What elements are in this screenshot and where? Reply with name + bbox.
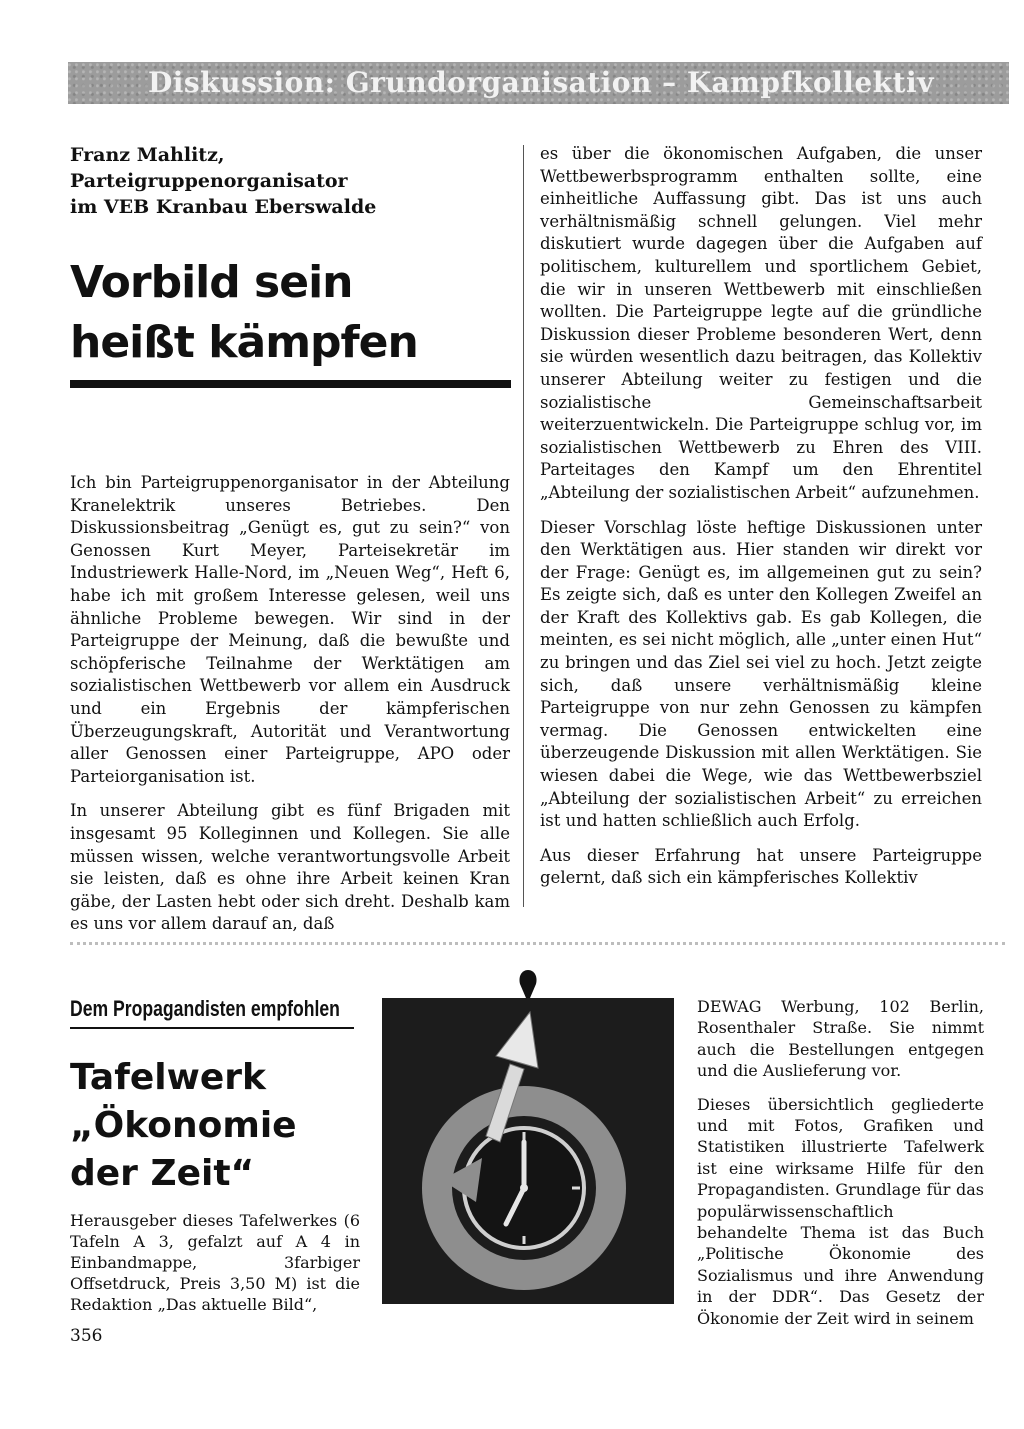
section-separator — [70, 942, 1005, 945]
paragraph: Ich bin Parteigruppenorganisator in der Abteilung Kranelektrik unseres Betriebes. Den Diskussionsbeitrag „Genügt es, gut zu sein?“ von Genossen Kurt Meyer, Parteisekretär im Industriewerk Halle-Nord, im „Neuen Weg“, Heft 6, habe ich mit großem Interesse gelesen, weil uns ähnliche Probleme bewegen. Wir sind in der Parteigruppe der Meinung, daß die bewußte und schöpferische Teilnahme der Werktätigen am sozialistischen Wettbewerb vor allem ein Ausdruck und ein Ergebnis der kämpferischen Überzeugungskraft, Autorität und Verantwortung aller Genossen einer Parteigruppe, APO oder Parteiorganisation ist. — [70, 473, 510, 786]
title-line: „Ökonomie — [70, 1105, 297, 1146]
clock-arrow-icon — [382, 968, 674, 1304]
title-line: Tafelwerk — [70, 1057, 266, 1098]
author-role: Parteigruppenorganisator — [70, 170, 348, 192]
kicker-underline — [70, 1027, 354, 1029]
top-marker — [519, 970, 536, 998]
recommendation-title — [70, 1054, 370, 1198]
headline-line: Vorbild sein — [70, 257, 353, 308]
section-banner — [68, 62, 1009, 104]
article-column-right — [540, 143, 982, 902]
article-headline — [70, 253, 515, 373]
article-column-left — [70, 472, 510, 948]
paragraph: Aus dieser Erfahrung hat unsere Parteigruppe gelernt, daß sich ein kämpferisches Kollektiv — [540, 845, 982, 888]
paragraph: DEWAG Werbung, 102 Berlin, Rosenthaler Straße. Sie nimmt auch die Bestellungen entgegen und die Auslieferung vor. — [697, 997, 984, 1081]
author-block — [70, 142, 510, 220]
author-name: Franz Mahlitz, — [70, 144, 225, 166]
paragraph: Dieser Vorschlag löste heftige Diskussionen unter den Werktätigen aus. Hier standen wir direkt vor der Frage: Genügt es, im allgemeinen gut zu sein? Es zeigte sich, daß es unter den Kollegen Zweifel an der Kraft des Kollektivs gab. Es gab Kollegen, die meinten, es sei nicht möglich, alle „unter einen Hut“ zu bringen und das Ziel sei viel zu hoch. Jetzt zeigte sich, daß unsere verhältnismäßig kleine Parteigruppe von nur zehn Genossen zu kämpfen vermag. Die Genossen entwickelten eine überzeugende Diskussion mit allen Werktätigen. Sie wiesen dabei die Wege, wie das Wettbewerbsziel „Abteilung der sozialistischen Arbeit“ zu erreichen ist und hatten schließlich auch Erfolg. — [540, 517, 982, 831]
recommendation-column-right — [697, 996, 984, 1341]
paragraph: Herausgeber dieses Tafelwerkes (6 Tafeln A 3, gefalzt auf A 4 in Einbandmappe, 3farbiger Offsetdruck, Preis 3,50 M) ist die Redaktion „Das aktuelle Bild“, — [70, 1211, 360, 1314]
recommendation-kicker: Dem Propagandisten empfohlen — [70, 996, 340, 1021]
headline-rule — [70, 380, 511, 388]
title-line: der Zeit“ — [70, 1153, 255, 1194]
paragraph: es über die ökonomischen Aufgaben, die unser Wettbewerbsprogramm enthalten sollte, eine einheitliche Auffassung gibt. Das ist uns auch verhältnismäßig schnell gelungen. Viel mehr diskutiert wurde dagegen über die Aufgaben auf politischem, kulturellem und sportlichem Gebiet, die wir in unseren Wettbewerb mit einschließen wollten. Die Parteigruppe legte auf die gründliche Diskussion dieser Probleme besonderen Wert, denn sie würden wesentlich dazu beitragen, das Kollektiv unserer Abteilung weiter zu festigen und die sozialistische Gemeinschaftsarbeit weiterzuentwickeln. Die Parteigruppe schlug vor, im sozialistischen Wettbewerb zu Ehren des VIII. Parteitages den Kampf um den Ehrentitel „Abteilung der sozialistischen Arbeit“ aufzunehmen. — [540, 144, 982, 502]
recommendation-column-left — [70, 1210, 360, 1327]
author-company: im VEB Kranbau Eberswalde — [70, 196, 377, 218]
paragraph: In unserer Abteilung gibt es fünf Brigaden mit insgesamt 95 Kolleginnen und Kollegen. Sie alle müssen wissen, welche verantwortungsvolle Arbeit sie leisten, daß es ohne ihre Arbeit keinen Kran gäbe, der Lasten hebt oder sich dreht. Deshalb kam es uns vor allem darauf an, daß — [70, 801, 510, 934]
banner-title: Diskussion: Grundorganisation – Kampfkollektiv — [148, 66, 934, 99]
column-divider — [523, 145, 524, 907]
paragraph: Dieses übersichtlich gegliederte und mit Fotos, Grafiken und Statistiken illustrierte Tafelwerk ist eine wirksame Hilfe für den Propagandisten. Grundlage für das populärwissenschaftlich behandelte Thema ist das Buch „Politische Ökonomie des Sozialismus und ihre Anwendung in der DDR“. Das Gesetz der Ökonomie der Zeit wird in seinem — [697, 1094, 984, 1328]
headline-line: heißt kämpfen — [70, 317, 418, 368]
page-number: 356 — [70, 1326, 103, 1346]
